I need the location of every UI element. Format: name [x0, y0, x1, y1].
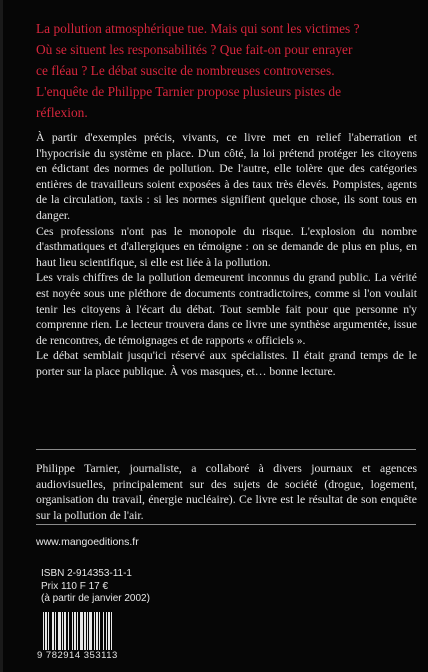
- author-bio: Philippe Tarnier, journaliste, a collaboré à divers journaux et agences audiovisuelles, principalement sur des sujets de société (drogue, logement, organisation du travail, énergie nucléaire). Ce livre est le résultat de son enquête sur la pollution de l'air.: [36, 462, 417, 522]
- description-paragraph: À partir d'exemples précis, vivants, ce livre met en relief l'aberration et l'hypocrisie du système en place. D'un côté, la loi prétend protéger les citoyens en édictant des normes de pollution. De l'autre, elle tolère que des catégories entières de travailleurs soient exposées à des taux très élevés. Pompistes, agents de la circulation, taxis : si les normes signifient quelque chose, ils sont tous en danger.: [36, 131, 417, 222]
- divider: [36, 449, 416, 450]
- teaser-line: Où se situent les responsabilités ? Que fait-on pour enrayer: [36, 42, 353, 57]
- description: [36, 130, 417, 380]
- price-note: (à partir de janvier 2002): [41, 593, 150, 604]
- description-paragraph: Ces professions n'ont pas le monopole du risque. L'explosion du nombre d'asthmatiques et d'allergiques en témoigne : on se demande de plus en plus, en haut lieu scientifique, si elle est liée à la pollution.: [36, 224, 417, 269]
- teaser-text: [36, 18, 418, 123]
- publisher-website[interactable]: www.mangoeditions.fr: [36, 536, 139, 548]
- price: Prix 110 F 17 €: [41, 580, 109, 592]
- teaser-line: La pollution atmosphérique tue. Mais qui sont les victimes ?: [36, 21, 360, 36]
- barcode: [37, 612, 137, 662]
- barcode-bar: [112, 612, 113, 650]
- description-paragraph: Les vrais chiffres de la pollution demeurent inconnus du grand public. La vérité est noyée sous une pléthore de documents contradictoires, comme si l'on voulait tenir les citoyens à l'écart du débat. Tout semble fait pour que personne n'y comprenne rien. Le lecteur trouvera dans ce livre une synthèse argumentée, issue de rencontres, de témoignages et de rapports « officiels ».: [36, 271, 417, 347]
- isbn: ISBN 2-914353-11-1: [41, 568, 132, 579]
- teaser-line: ce fléau ? Le débat suscite de nombreuses controverses.: [36, 63, 335, 78]
- barcode-digits: 9 782914 353113: [37, 650, 118, 661]
- teaser-line: réflexion.: [36, 105, 88, 120]
- description-paragraph: Le débat semblait jusqu'ici réservé aux spécialistes. Il était grand temps de le porter sur la place publique. À vos masques, et… bonne lecture.: [36, 349, 417, 378]
- barcode-bars: [43, 612, 135, 650]
- teaser-line: L'enquête de Philippe Tarnier propose plusieurs pistes de: [36, 84, 342, 99]
- publication-info: [41, 568, 150, 606]
- divider: [36, 524, 416, 525]
